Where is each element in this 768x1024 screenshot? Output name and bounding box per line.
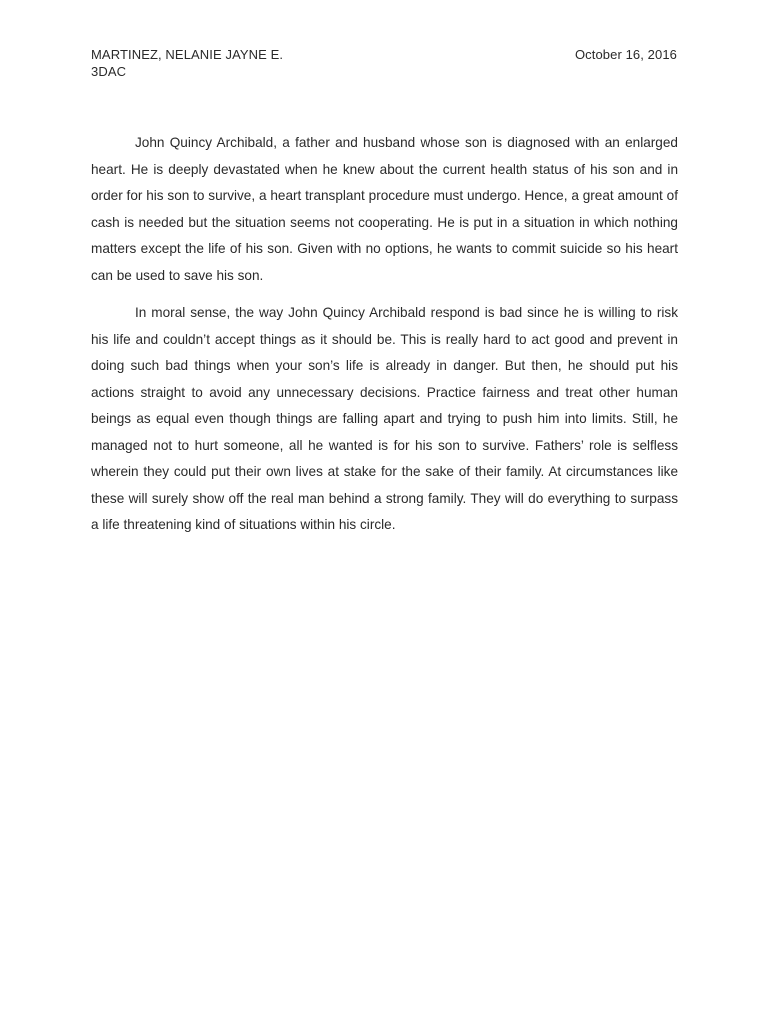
document-date: October 16, 2016	[574, 47, 677, 62]
document-header	[91, 46, 677, 80]
author-name: MARTINEZ, NELANIE JAYNE E.	[91, 47, 284, 62]
paragraph-1: John Quincy Archibald, a father and husband whose son is diagnosed with an enlarged heart. He is deeply devastated when he knew about the current health status of his son and in order for his son to survive, a heart transplant procedure must undergo. Hence, a great amount of cash is needed but the situation seems not cooperating. He is put in a situation in which nothing matters except the life of his son. Given with no options, he wants to commit suicide so his heart can be used to save his son.	[91, 135, 678, 283]
essay-body	[91, 130, 678, 550]
author-section: 3DAC	[91, 64, 127, 79]
header-row-2	[91, 63, 677, 80]
paragraph-2: In moral sense, the way John Quincy Archibald respond is bad since he is willing to risk his life and couldn’t accept things as it should be. This is really hard to act good and prevent in doing such bad things when your son’s life is already in danger. But then, he should put his actions straight to avoid any unnecessary decisions. Practice fairness and treat other human beings as equal even though things are falling apart and trying to push him into limits. Still, he managed not to hurt someone, all he wanted is for his son to survive. Fathers’ role is selfless wherein they could put their own lives at stake for the sake of their family. At circumstances like these will surely show off the real man behind a strong family. They will do everything to surpass a life threatening kind of situations within his circle.	[91, 305, 678, 532]
header-row	[91, 46, 677, 63]
